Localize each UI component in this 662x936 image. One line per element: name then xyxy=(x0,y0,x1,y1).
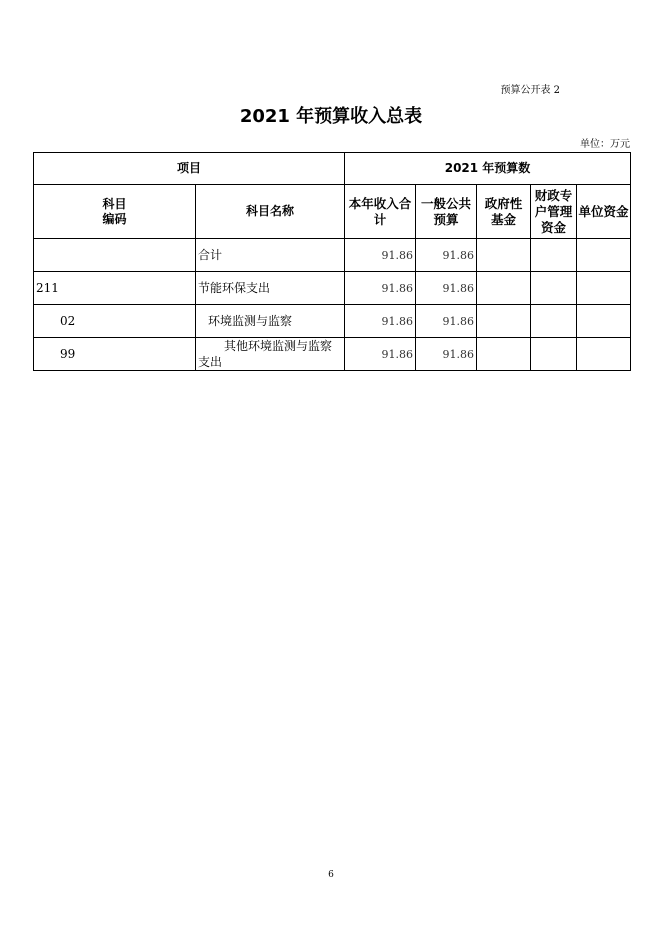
header-government-fund-line2: 基金 xyxy=(491,211,517,227)
subject-code-cell: 02 xyxy=(34,305,196,338)
header-special-account-funds-line3: 资金 xyxy=(541,219,567,235)
page-number: 6 xyxy=(328,870,334,880)
annual-income-total-cell: 91.86 xyxy=(345,305,416,338)
header-project: 项目 xyxy=(34,153,345,185)
header-annual-income-total-line1: 本年收入合 xyxy=(348,195,412,211)
unit-funds-cell xyxy=(577,305,631,338)
annual-income-total-cell: 91.86 xyxy=(345,239,416,272)
subject-code-cell: 211 xyxy=(34,272,196,305)
header-special-account-funds xyxy=(531,185,577,239)
general-public-budget-cell: 91.86 xyxy=(416,272,477,305)
header-annual-income-total xyxy=(345,185,416,239)
subject-name-cell: 节能环保支出 xyxy=(196,272,345,305)
subject-code-cell xyxy=(34,239,196,272)
header-annual-income-total-line2: 计 xyxy=(373,211,387,227)
government-fund-cell xyxy=(477,338,531,371)
header-general-public-budget-line2: 预算 xyxy=(433,211,459,227)
general-public-budget-cell: 91.86 xyxy=(416,305,477,338)
unit-funds-cell xyxy=(577,239,631,272)
header-general-public-budget xyxy=(416,185,477,239)
general-public-budget-cell: 91.86 xyxy=(416,338,477,371)
special-account-funds-cell xyxy=(531,272,577,305)
header-unit-funds: 单位资金 xyxy=(577,185,631,239)
header-subject-name: 科目名称 xyxy=(196,185,345,239)
unit-label: 单位：万元 xyxy=(580,139,630,150)
header-government-fund-line1: 政府性 xyxy=(484,195,523,211)
header-subject-code-line1: 科目 xyxy=(102,196,127,211)
special-account-funds-cell xyxy=(531,239,577,272)
table-row xyxy=(34,305,631,338)
table-row xyxy=(34,272,631,305)
page-title: 2021 年预算收入总表 xyxy=(239,106,423,127)
table-number-tag: 预算公开表 2 xyxy=(500,85,560,96)
subject-name-cell: 环境监测与监察 xyxy=(196,305,345,338)
government-fund-cell xyxy=(477,305,531,338)
budget-income-table xyxy=(33,152,631,371)
government-fund-cell xyxy=(477,272,531,305)
subject-name-cell xyxy=(196,338,345,371)
header-government-fund xyxy=(477,185,531,239)
unit-funds-cell xyxy=(577,338,631,371)
subject-name-line2: 支出 xyxy=(198,355,223,369)
table-row xyxy=(34,338,631,371)
general-public-budget-cell: 91.86 xyxy=(416,239,477,272)
header-general-public-budget-line1: 一般公共 xyxy=(421,195,472,211)
special-account-funds-cell xyxy=(531,305,577,338)
government-fund-cell xyxy=(477,239,531,272)
unit-funds-cell xyxy=(577,272,631,305)
annual-income-total-cell: 91.86 xyxy=(345,272,416,305)
subject-code-cell: 99 xyxy=(34,338,196,371)
header-subject-code xyxy=(34,185,196,239)
subject-name-cell: 合计 xyxy=(196,239,345,272)
special-account-funds-cell xyxy=(531,338,577,371)
header-special-account-funds-line1: 财政专 xyxy=(534,187,573,203)
header-special-account-funds-line2: 户管理 xyxy=(534,203,573,219)
header-subject-code-line2: 编码 xyxy=(102,211,127,226)
annual-income-total-cell: 91.86 xyxy=(345,338,416,371)
subject-name-line1: 其他环境监测与监察 xyxy=(224,339,333,353)
table-row xyxy=(34,239,631,272)
header-budget-2021: 2021 年预算数 xyxy=(345,153,631,185)
